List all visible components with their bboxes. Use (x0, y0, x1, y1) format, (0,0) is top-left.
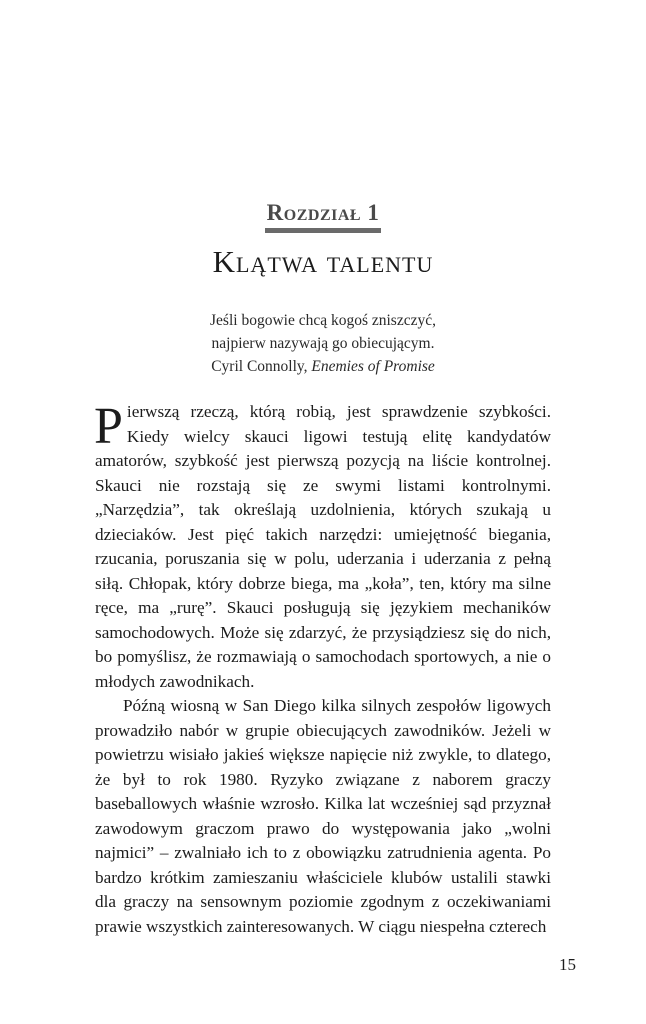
chapter-title: Klątwa talentu (212, 244, 434, 279)
epigraph-line-1: Jeśli bogowie chcą kogoś zniszczyć, (210, 312, 436, 329)
epigraph-author: Cyril Connolly, (211, 358, 312, 375)
epigraph-line-2: najpierw nazywają go obiecującym. (211, 335, 435, 352)
chapter-label (0, 200, 646, 233)
epigraph (0, 309, 646, 378)
paragraph-2: Późną wiosną w San Diego kilka silnych zespołów ligowych prowadziło nabór w grupie obiecujących zawodników. Jeżeli w powietrzu wisiało jakieś większe napięcie niż zwykle, to dlatego, że był to rok 1980. Ryzyko związane z naborem graczy baseballowych właśnie wzrosło. Kilka lat wcześniej sąd przyznał zawodowym graczom prawo do występowania jako „wolni najmici” – zwalniało ich to z obowiązku zatrudnienia agenta. Po bardzo krótkim zamieszaniu właściciele klubów ustalili stawki dla graczy na sensownym poziomie zgodnym z oczekiwaniami prawie wszystkich zainteresowanych. W ciągu niespełna czterech (95, 696, 551, 936)
page-number: 15 (559, 955, 576, 974)
drop-cap: P (94, 398, 123, 455)
paragraph-1 (95, 400, 551, 694)
paragraph-1-text: ierwszą rzeczą, którą robią, jest sprawdzenie szybkości. Kiedy wielcy skauci ligowi testują elitę kandydatów amatorów, szybkość jest pierwszą pozycją na liście kontrolnej. Skauci nie rozstają się ze swymi listami kontrolnymi. „Narzędzia”, tak określają uzdolnienia, których szukają u dzieciaków. Jest pięć takich narzędzi: umiejętność biegania, rzucania, poruszania się w polu, uderzania i uderzania z pełną siłą. Chłopak, który dobrze biega, ma „koła”, ten, który ma silne ręce, ma „rurę”. Skauci posługują się językiem mechaników samochodowych. Może się zdarzyć, że przysiądziesz się do nich, bo pomyślisz, że rozmawiają o samochodach sportowych, a nie o młodych zawodnikach. (95, 402, 551, 691)
body-text (95, 400, 551, 939)
epigraph-work: Enemies of Promise (311, 358, 435, 375)
epigraph-attribution (0, 355, 646, 378)
chapter-number: Rozdział 1 (265, 200, 382, 233)
